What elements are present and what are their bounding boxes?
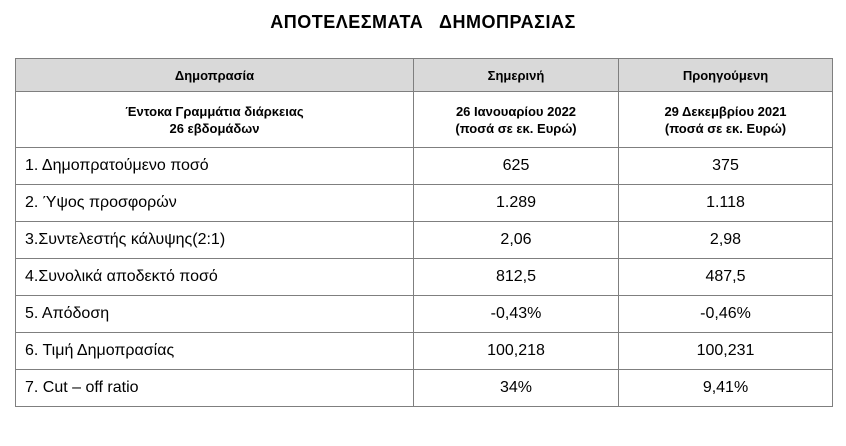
row-label: 3.Συντελεστής κάλυψης(2:1): [16, 222, 414, 259]
table-row: [16, 259, 833, 296]
row-previous-value: 2,98: [619, 222, 833, 259]
header-current: Σημερινή: [414, 59, 619, 92]
row-label: 4.Συνολικά αποδεκτό ποσό: [16, 259, 414, 296]
row-previous-value: -0,46%: [619, 296, 833, 333]
table-row: [16, 333, 833, 370]
row-label: 5. Απόδοση: [16, 296, 414, 333]
row-current-value: -0,43%: [414, 296, 619, 333]
row-previous-value: 9,41%: [619, 370, 833, 407]
subheader-previous-date-line-2: (ποσά σε εκ. Ευρώ): [664, 120, 787, 136]
header-auction: Δημοπρασία: [16, 59, 414, 92]
row-current-value: 2,06: [414, 222, 619, 259]
table-row: [16, 222, 833, 259]
row-label: 2. Ύψος προσφορών: [16, 185, 414, 222]
subheader-previous-date: [619, 92, 833, 148]
page-title: ΑΠΟΤΕΛΕΣΜΑΤΑ ΔΗΜΟΠΡΑΣΙΑΣ: [270, 12, 576, 32]
row-current-value: 100,218: [414, 333, 619, 370]
row-current-value: 812,5: [414, 259, 619, 296]
table-subheader-row: [16, 92, 833, 148]
subheader-instrument: [16, 92, 414, 148]
row-current-value: 625: [414, 148, 619, 185]
auction-results-table: [15, 58, 833, 407]
row-current-value: 34%: [414, 370, 619, 407]
table-row: [16, 185, 833, 222]
subheader-instrument-line-2: 26 εβδομάδων: [169, 120, 260, 136]
subheader-current-date: [414, 92, 619, 148]
subheader-current-date-line-1: 26 Ιανουαρίου 2022: [455, 103, 577, 119]
subheader-current-date-line-2: (ποσά σε εκ. Ευρώ): [455, 120, 577, 136]
row-previous-value: 100,231: [619, 333, 833, 370]
table-row: [16, 296, 833, 333]
subheader-instrument-line-1: Έντοκα Γραμμάτια διάρκειας: [125, 103, 304, 119]
subheader-previous-date-line-1: 29 Δεκεμβρίου 2021: [664, 103, 787, 119]
row-label: 1. Δημοπρατούμενο ποσό: [16, 148, 414, 185]
row-label: 6. Τιμή Δημοπρασίας: [16, 333, 414, 370]
row-previous-value: 375: [619, 148, 833, 185]
header-previous: Προηγούμενη: [619, 59, 833, 92]
row-current-value: 1.289: [414, 185, 619, 222]
row-previous-value: 487,5: [619, 259, 833, 296]
table-header-row: [16, 59, 833, 92]
table-row: [16, 370, 833, 407]
row-label: 7. Cut – off ratio: [16, 370, 414, 407]
table-row: [16, 148, 833, 185]
row-previous-value: 1.118: [619, 185, 833, 222]
